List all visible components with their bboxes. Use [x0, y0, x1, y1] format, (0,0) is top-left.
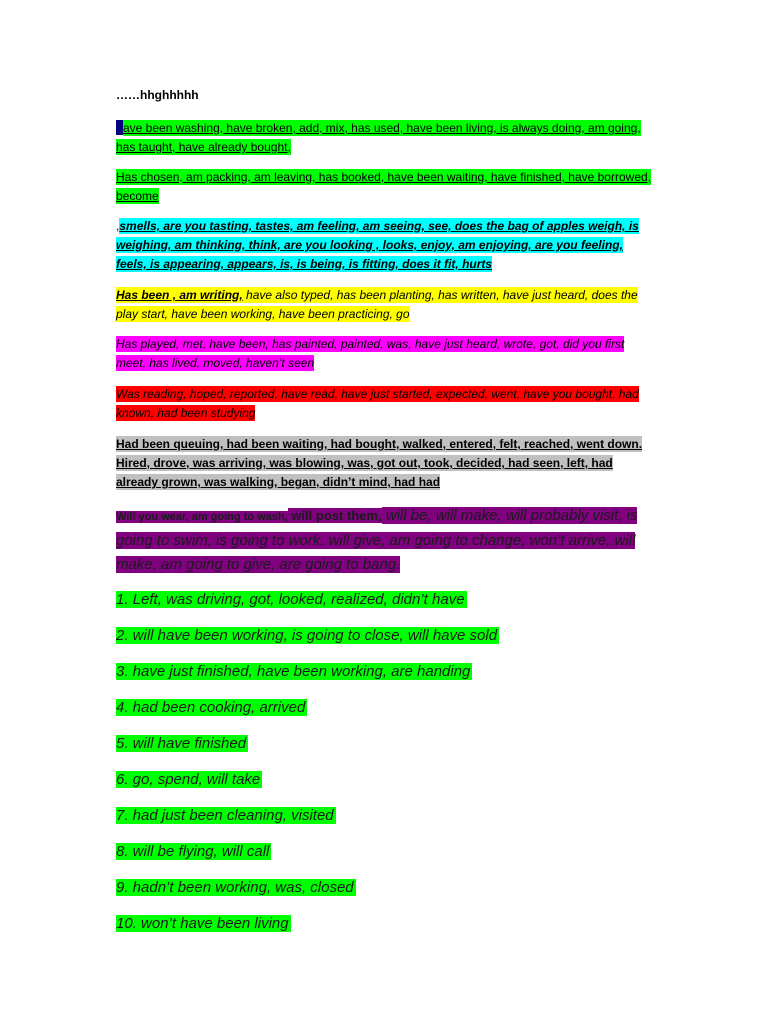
paragraph-3-prefix: ,: [116, 219, 120, 233]
answer-text: 2. will have been working, is going to close, will have sold: [116, 627, 498, 644]
answer-text: 1. Left, was driving, got, looked, realized, didn’t have: [116, 591, 465, 608]
answer-text: 9. hadn’t been working, was, closed: [116, 879, 354, 896]
paragraph-2-text: Has chosen, am packing, am leaving, has booked, have been waiting, have finished, have borrowed, become: [116, 170, 651, 203]
paragraph-4-bold: [116, 287, 243, 303]
paragraph-5: [116, 335, 651, 373]
document-heading: ……hhghhhhh: [116, 88, 199, 102]
paragraph-4: [116, 286, 651, 324]
paragraph-8: [116, 504, 656, 577]
paragraph-2: [116, 168, 651, 206]
answer-text: 7. had just been cleaning, visited: [116, 807, 334, 824]
answer-text: 6. go, spend, will take: [116, 771, 261, 788]
paragraph-4-bold-text: Has been , am writing,: [116, 288, 243, 302]
answer-line-5: [116, 733, 248, 755]
answer-text: 10. won’t have been living: [116, 915, 289, 932]
answer-text: 8. will be flying, will call: [116, 843, 270, 860]
answer-line-10: [116, 913, 291, 935]
paragraph-6: [116, 385, 651, 423]
paragraph-1-text: ave been washing, have broken, add, mix, has used, have been living, is always doing, am going, has taught, have already bought,: [116, 121, 641, 154]
answer-text: 3. have just finished, have been working, are handing: [116, 663, 471, 680]
paragraph-5-text: Has played, met, have been, has painted, painted, was, have just heard, wrote, got, did you first meet, has lived, moved, haven’t seen: [116, 337, 625, 370]
answer-line-8: [116, 841, 271, 863]
paragraph-4-text: have also typed, has been planting, has written, have just heard, does the play start, have been working, have been practicing, go: [116, 288, 638, 321]
paragraph-8-small: Will you wear, am going to wash,: [116, 511, 288, 523]
answer-line-7: [116, 805, 336, 827]
paragraph-7-text: Had been queuing, had been waiting, had bought, walked, entered, felt, reached, went down. Hired, drove, was arriving, was blowing, was, got out, took, decided, had seen, left, had already grown, was walking, began, didn’t mind, had had: [116, 437, 643, 489]
answer-line-6: [116, 769, 262, 791]
text-cursor-marker: [116, 120, 123, 135]
answer-line-1: [116, 589, 467, 611]
paragraph-6-text: Was reading, hoped, reported, have read, have just started, expected, went, have you bought, had known, had been studying: [116, 387, 639, 420]
paragraph-1: [116, 119, 651, 157]
answer-line-3: [116, 661, 472, 683]
paragraph-3: [116, 217, 651, 274]
answer-text: 4. had been cooking, arrived: [116, 699, 306, 716]
paragraph-8-bold: will post them,: [287, 508, 382, 523]
answer-line-4: [116, 697, 307, 719]
answer-line-9: [116, 877, 356, 899]
paragraph-3-text: smells, are you tasting, tastes, am feeling, am seeing, see, does the bag of apples weigh, is weighing, am thinking, think, are you looking , looks, enjoy, am enjoying, are you feeling, feels, is appearing, appears, is, is being, is fitting, does it fit, hurts: [116, 219, 639, 271]
paragraph-7: [116, 435, 651, 492]
paragraph-8-text: will be, will make, will probably visit, is going to swim, is going to work, will give, am going to change, won’t arrive, will make, am going to give, are going to bang.: [116, 507, 638, 573]
answer-text: 5. will have finished: [116, 735, 247, 752]
answer-line-2: [116, 625, 499, 647]
